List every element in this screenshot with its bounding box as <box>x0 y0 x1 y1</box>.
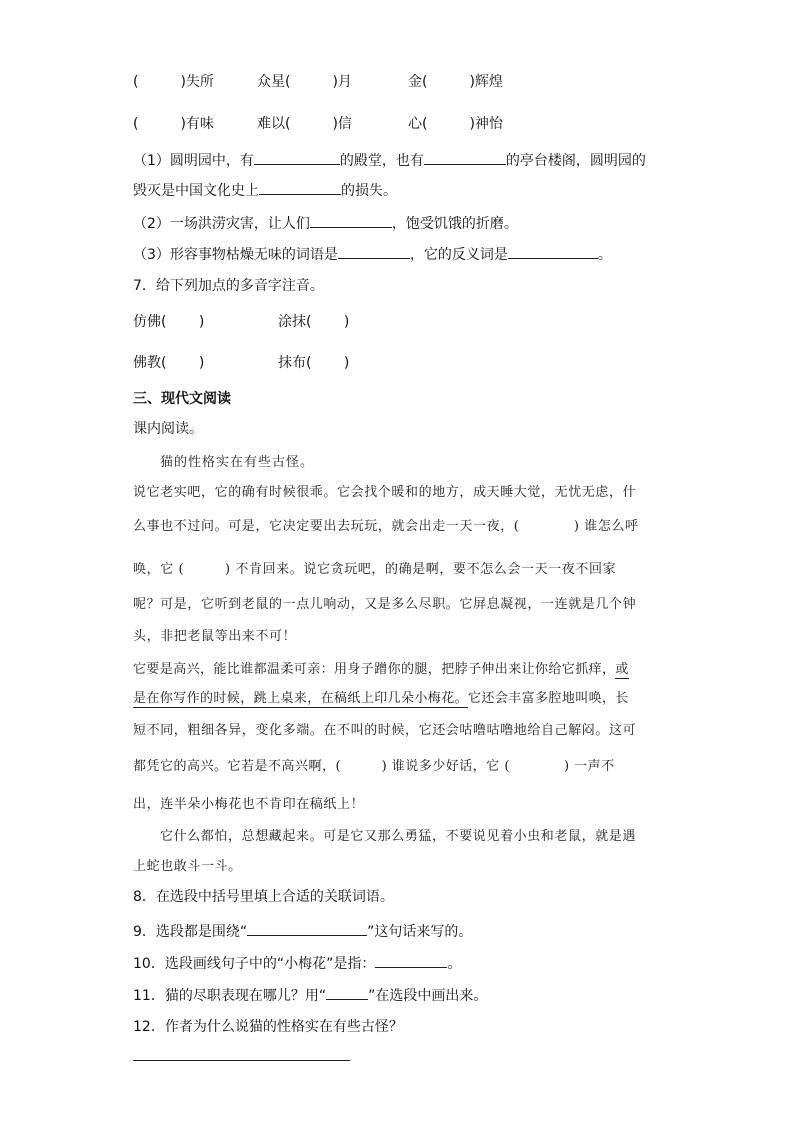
idiom-3: 金( )辉煌 <box>408 74 503 90</box>
question-9 <box>133 921 472 941</box>
answer-line[interactable] <box>133 1060 350 1061</box>
passage-line: 出，连半朵小梅花也不肯印在稿纸上！ <box>133 797 365 812</box>
q3-text-1: （3）形容事物枯燥无味的词语是 <box>133 247 338 263</box>
q10-text-1: 10．选段画线句子中的“小梅花”是指： <box>133 956 376 972</box>
idiom-4: ( )有味 <box>133 116 214 132</box>
passage-line <box>133 661 629 679</box>
question-1-line-1 <box>133 150 646 170</box>
q1-text-1: （1）圆明园中，有 <box>133 153 254 169</box>
passage-text: 它还会丰富多腔地叫唤，长 <box>468 691 629 706</box>
passage-line: 都凭它的高兴。它若是不高兴啊，( ) 谁说多少好话，它 ( ) 一声不 <box>133 759 615 774</box>
question-1-line-2 <box>133 180 397 200</box>
passage-line: 它什么都怕，总想藏起来。可是它又那么勇猛，不要说见着小虫和老鼠，就是遇 <box>160 829 637 844</box>
section-subtitle: 课内阅读。 <box>133 421 203 437</box>
passage-line: 头，非把老鼠等出来不可！ <box>133 629 297 644</box>
answer-blank[interactable] <box>254 150 340 165</box>
passage-line: 猫的性格实在有些古怪。 <box>160 455 315 470</box>
passage-line: 呢？可是，它听到老鼠的一点儿响动，又是多么尽职。它屏息凝视，一连就是几个钟 <box>133 597 637 612</box>
question-8: 8．在选段中括号里填上合适的关联词语。 <box>133 889 394 905</box>
question-2 <box>133 213 518 233</box>
q9-text-1: 9．选段都是围绕“ <box>133 924 248 940</box>
answer-blank[interactable] <box>375 953 447 968</box>
passage-line: 说它老实吧，它的确有时候很乖。它会找个暖和的地方，成天睡大觉，无忧无虑，什 <box>133 485 637 500</box>
question-7-title: 7．给下列加点的多音字注音。 <box>133 278 324 294</box>
pinyin-item-4: 抹布( ) <box>278 355 350 371</box>
q2-text-2: ，饱受饥饿的折磨。 <box>391 216 518 232</box>
answer-blank[interactable] <box>259 180 341 195</box>
q10-text-2: 。 <box>447 956 462 972</box>
q1-text-5: 的损失。 <box>341 183 397 199</box>
question-3 <box>133 244 612 264</box>
pinyin-item-1: 仿佛( ) <box>133 314 205 330</box>
q11-text-2: ”在选段中画出来。 <box>368 988 488 1004</box>
question-11 <box>133 985 487 1005</box>
passage-text: 它要是高兴，能比谁都温柔可亲：用身子蹭你的腿，把脖子伸出来让你给它抓痒， <box>133 662 616 677</box>
passage-line: 短不同，粗细各异，变化多端。在不叫的时候，它还会咕噜咕噜地给自己解闷。这可 <box>133 723 637 738</box>
answer-blank[interactable] <box>508 244 598 259</box>
idiom-6: 心( )神怡 <box>408 116 503 132</box>
underlined-sentence: 或 <box>615 662 629 677</box>
question-12: 12．作者为什么说猫的性格实在有些古怪？ <box>133 1019 403 1035</box>
q3-text-2: ，它的反义词是 <box>409 247 508 263</box>
q3-text-3: 。 <box>597 247 612 263</box>
answer-blank[interactable] <box>424 150 506 165</box>
q11-text-1: 11．猫的尽职表现在哪儿？用“ <box>133 988 327 1004</box>
answer-blank[interactable] <box>338 244 410 259</box>
idiom-5: 难以( )信 <box>257 116 352 132</box>
section-title: 三、现代文阅读 <box>133 391 231 407</box>
pinyin-item-2: 涂抹( ) <box>278 314 350 330</box>
passage-line: 唤，它 ( ) 不肯回来。说它贪玩吧，的确是啊，要不怎么会一天一夜不回家 <box>133 562 617 577</box>
q1-text-2: 的殿堂，也有 <box>339 153 424 169</box>
answer-blank[interactable] <box>247 921 367 936</box>
underlined-sentence: 是在你写作的时候，跳上桌来，在稿纸上印几朵小梅花。 <box>133 691 469 706</box>
q1-text-4: 毁灭是中国文化史上 <box>133 183 259 199</box>
idiom-2: 众星( )月 <box>257 74 352 90</box>
passage-line <box>133 690 629 708</box>
idiom-1: ( )失所 <box>133 74 214 90</box>
passage-line: 么事也不过问。可是，它决定要出去玩玩，就会出走一天一夜，( ) 谁怎么呼 <box>133 519 639 534</box>
answer-blank[interactable] <box>310 213 392 228</box>
q1-text-3: 的亭台楼阁，圆明园的 <box>505 153 646 169</box>
passage-line: 上蛇也敢斗一斗。 <box>133 859 242 874</box>
q9-text-2: ”这句话来写的。 <box>367 924 473 940</box>
q2-text-1: （2）一场洪涝灾害，让人们 <box>133 216 310 232</box>
underline-sample <box>326 985 368 1000</box>
question-10 <box>133 953 461 973</box>
pinyin-item-3: 佛教( ) <box>133 355 205 371</box>
